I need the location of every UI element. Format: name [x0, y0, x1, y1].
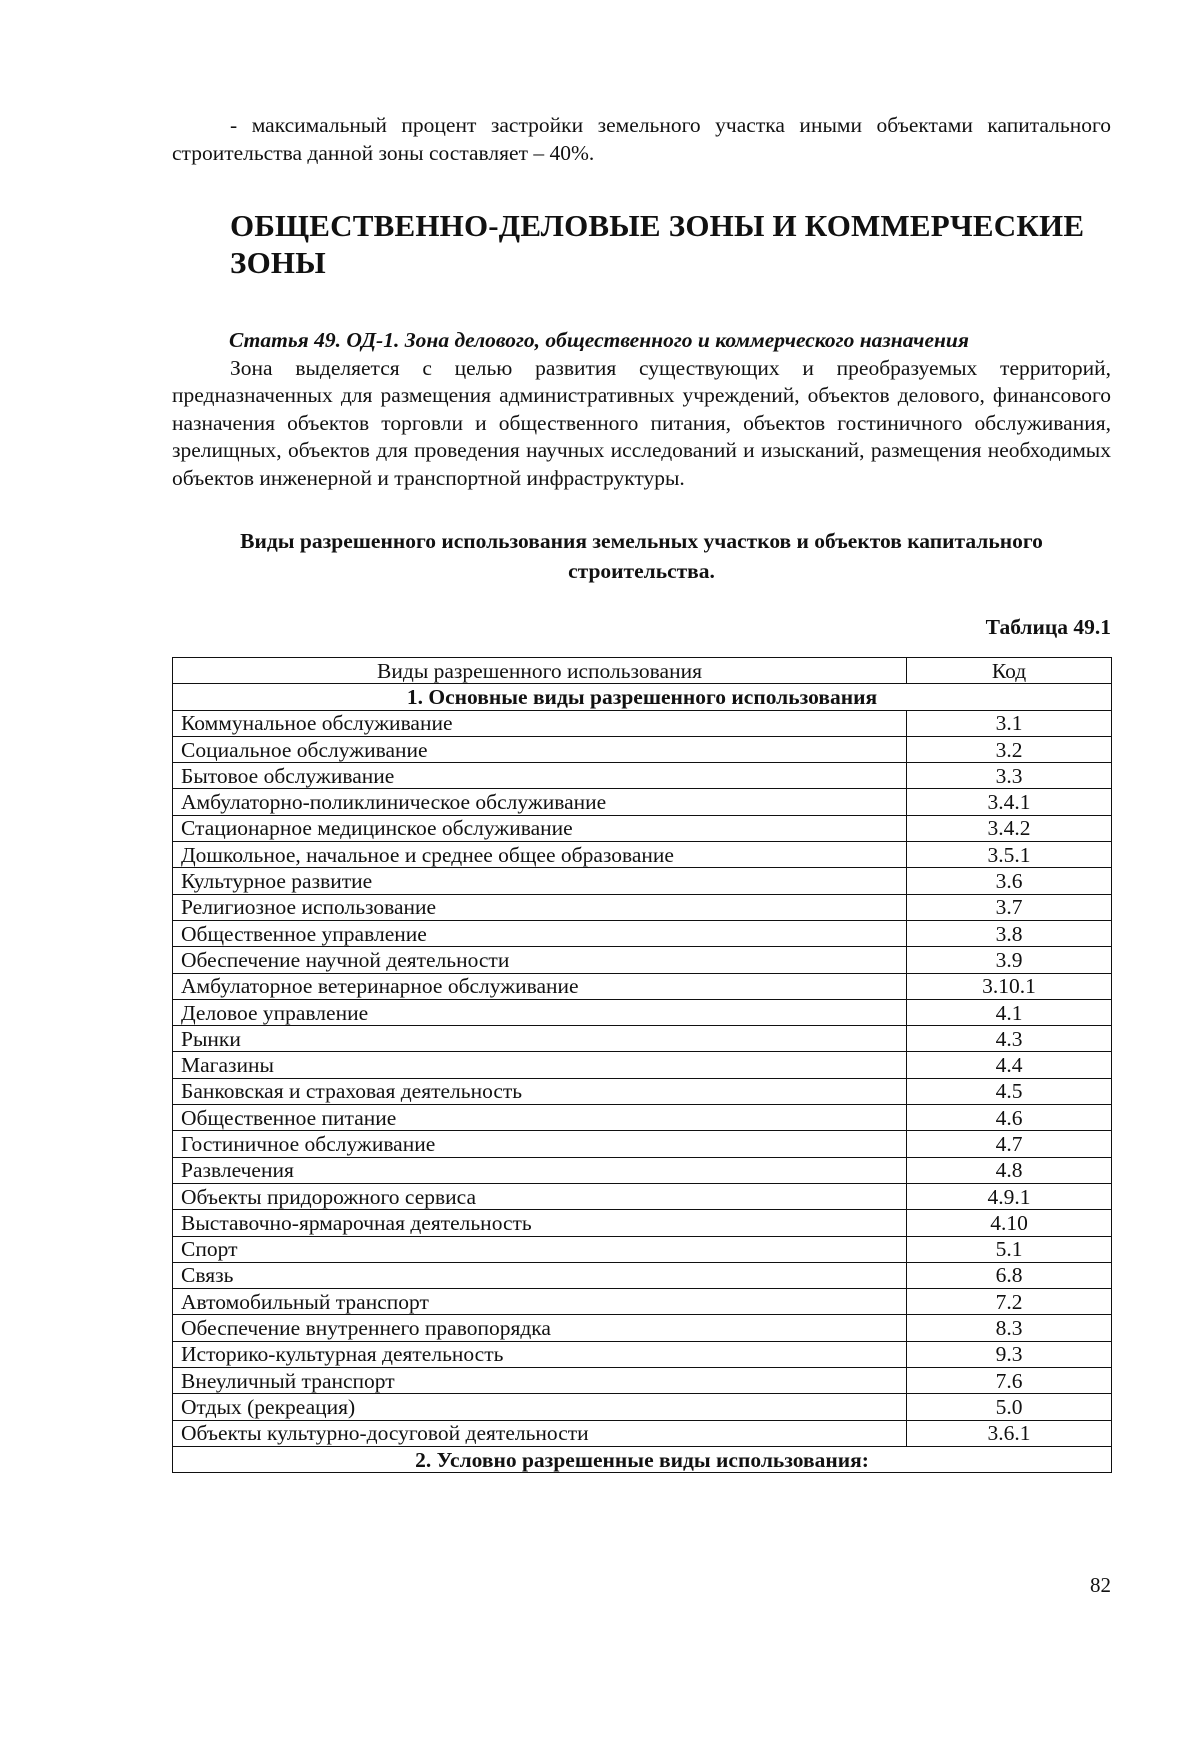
- zone-heading: ОБЩЕСТВЕННО-ДЕЛОВЫЕ ЗОНЫ И КОММЕРЧЕСКИЕ ЗОНЫ: [230, 208, 1085, 280]
- use-name-cell: Религиозное использование: [173, 894, 907, 920]
- table-row: [173, 894, 1112, 920]
- use-code-cell: 6.8: [907, 1262, 1112, 1288]
- use-name-cell: Обеспечение научной деятельности: [173, 947, 907, 973]
- table-row: [173, 1078, 1112, 1104]
- table-row: [173, 1420, 1112, 1446]
- table-row: [173, 1105, 1112, 1131]
- use-code-cell: 3.1: [907, 710, 1112, 736]
- use-name-cell: Объекты придорожного сервиса: [173, 1183, 907, 1209]
- use-name-cell: Бытовое обслуживание: [173, 763, 907, 789]
- table-row: [173, 1289, 1112, 1315]
- use-code-cell: 3.6: [907, 868, 1112, 894]
- section-title-conditional: 2. Условно разрешенные виды использования:: [173, 1446, 1112, 1472]
- use-code-cell: 4.3: [907, 1026, 1112, 1052]
- use-code-cell: 3.4.2: [907, 815, 1112, 841]
- table-row: [173, 868, 1112, 894]
- use-name-cell: Амбулаторно-поликлиническое обслуживание: [173, 789, 907, 815]
- use-code-cell: 9.3: [907, 1341, 1112, 1367]
- use-name-cell: Автомобильный транспорт: [173, 1289, 907, 1315]
- use-code-cell: 4.6: [907, 1105, 1112, 1131]
- table-row: [173, 1026, 1112, 1052]
- table-row: [173, 1368, 1112, 1394]
- section-title-main: 1. Основные виды разрешенного использования: [173, 684, 1112, 710]
- use-code-cell: 3.8: [907, 920, 1112, 946]
- use-name-cell: Банковская и страховая деятельность: [173, 1078, 907, 1104]
- page-number: 82: [1090, 1573, 1111, 1597]
- column-header-use: Виды разрешенного использования: [173, 658, 907, 684]
- use-code-cell: 4.8: [907, 1157, 1112, 1183]
- use-code-cell: 3.3: [907, 763, 1112, 789]
- use-name-cell: Стационарное медицинское обслуживание: [173, 815, 907, 841]
- use-name-cell: Спорт: [173, 1236, 907, 1262]
- table-row: [173, 710, 1112, 736]
- use-code-cell: 5.0: [907, 1394, 1112, 1420]
- table-row: [173, 815, 1112, 841]
- use-code-cell: 4.5: [907, 1078, 1112, 1104]
- use-code-cell: 4.1: [907, 999, 1112, 1025]
- column-header-code: Код: [907, 658, 1112, 684]
- use-name-cell: Магазины: [173, 1052, 907, 1078]
- table-caption: Виды разрешенного использования земельных участков и объектов капитального строительства.: [240, 529, 1043, 583]
- table-row: [173, 1394, 1112, 1420]
- table-number: Таблица 49.1: [985, 615, 1111, 639]
- table-row: [173, 1262, 1112, 1288]
- document-page: [172, 112, 1111, 1473]
- use-code-cell: 3.2: [907, 736, 1112, 762]
- use-code-cell: 7.6: [907, 1368, 1112, 1394]
- table-row: [173, 1236, 1112, 1262]
- use-code-cell: 3.6.1: [907, 1420, 1112, 1446]
- article-text: Зона выделяется с целью развития существующих и преобразуемых территорий, предназначенных для размещения административных учреждений, объектов делового, финансового назначения объектов торговли и общественного питания, объектов гостиничного обслуживания, зрелищных, объектов для проведения научных исследований и изысканий, размещения необходимых объектов инженерной и транспортной инфраструктуры.: [172, 355, 1111, 490]
- table-row: [173, 736, 1112, 762]
- table-row: [173, 920, 1112, 946]
- section-row-conditional: [173, 1446, 1112, 1472]
- use-code-cell: 4.4: [907, 1052, 1112, 1078]
- use-name-cell: Рынки: [173, 1026, 907, 1052]
- use-name-cell: Историко-культурная деятельность: [173, 1341, 907, 1367]
- use-name-cell: Объекты культурно-досуговой деятельности: [173, 1420, 907, 1446]
- table-header-row: [173, 658, 1112, 684]
- use-name-cell: Развлечения: [173, 1157, 907, 1183]
- use-code-cell: 5.1: [907, 1236, 1112, 1262]
- use-code-cell: 3.9: [907, 947, 1112, 973]
- use-name-cell: Выставочно-ярмарочная деятельность: [173, 1210, 907, 1236]
- table-row: [173, 842, 1112, 868]
- use-code-cell: 4.10: [907, 1210, 1112, 1236]
- use-name-cell: Связь: [173, 1262, 907, 1288]
- use-code-cell: 4.7: [907, 1131, 1112, 1157]
- section-row-main: [173, 684, 1112, 710]
- table-row: [173, 1157, 1112, 1183]
- use-name-cell: Дошкольное, начальное и среднее общее образование: [173, 842, 907, 868]
- use-name-cell: Гостиничное обслуживание: [173, 1131, 907, 1157]
- table-row: [173, 1210, 1112, 1236]
- use-name-cell: Обеспечение внутреннего правопорядка: [173, 1315, 907, 1341]
- use-name-cell: Культурное развитие: [173, 868, 907, 894]
- use-code-cell: 7.2: [907, 1289, 1112, 1315]
- table-row: [173, 1183, 1112, 1209]
- table-row: [173, 1315, 1112, 1341]
- use-code-cell: 3.10.1: [907, 973, 1112, 999]
- table-row: [173, 1052, 1112, 1078]
- table-row: [173, 1341, 1112, 1367]
- table-row: [173, 999, 1112, 1025]
- use-code-cell: 8.3: [907, 1315, 1112, 1341]
- use-name-cell: Внеуличный транспорт: [173, 1368, 907, 1394]
- article-title: Статья 49. ОД-1. Зона делового, общественного и коммерческого назначения: [229, 328, 969, 352]
- use-name-cell: Отдых (рекреация): [173, 1394, 907, 1420]
- table-row: [173, 763, 1112, 789]
- use-name-cell: Социальное обслуживание: [173, 736, 907, 762]
- use-name-cell: Коммунальное обслуживание: [173, 710, 907, 736]
- table-row: [173, 1131, 1112, 1157]
- use-code-cell: 3.5.1: [907, 842, 1112, 868]
- use-code-cell: 4.9.1: [907, 1183, 1112, 1209]
- table-row: [173, 973, 1112, 999]
- use-name-cell: Общественное питание: [173, 1105, 907, 1131]
- use-name-cell: Амбулаторное ветеринарное обслуживание: [173, 973, 907, 999]
- table-row: [173, 789, 1112, 815]
- permitted-use-table: [172, 657, 1112, 1473]
- use-name-cell: Деловое управление: [173, 999, 907, 1025]
- use-code-cell: 3.7: [907, 894, 1112, 920]
- intro-paragraph: - максимальный процент застройки земельного участка иными объектами капитального строительства данной зоны составляет – 40%.: [172, 113, 1111, 165]
- use-code-cell: 3.4.1: [907, 789, 1112, 815]
- use-name-cell: Общественное управление: [173, 920, 907, 946]
- table-row: [173, 947, 1112, 973]
